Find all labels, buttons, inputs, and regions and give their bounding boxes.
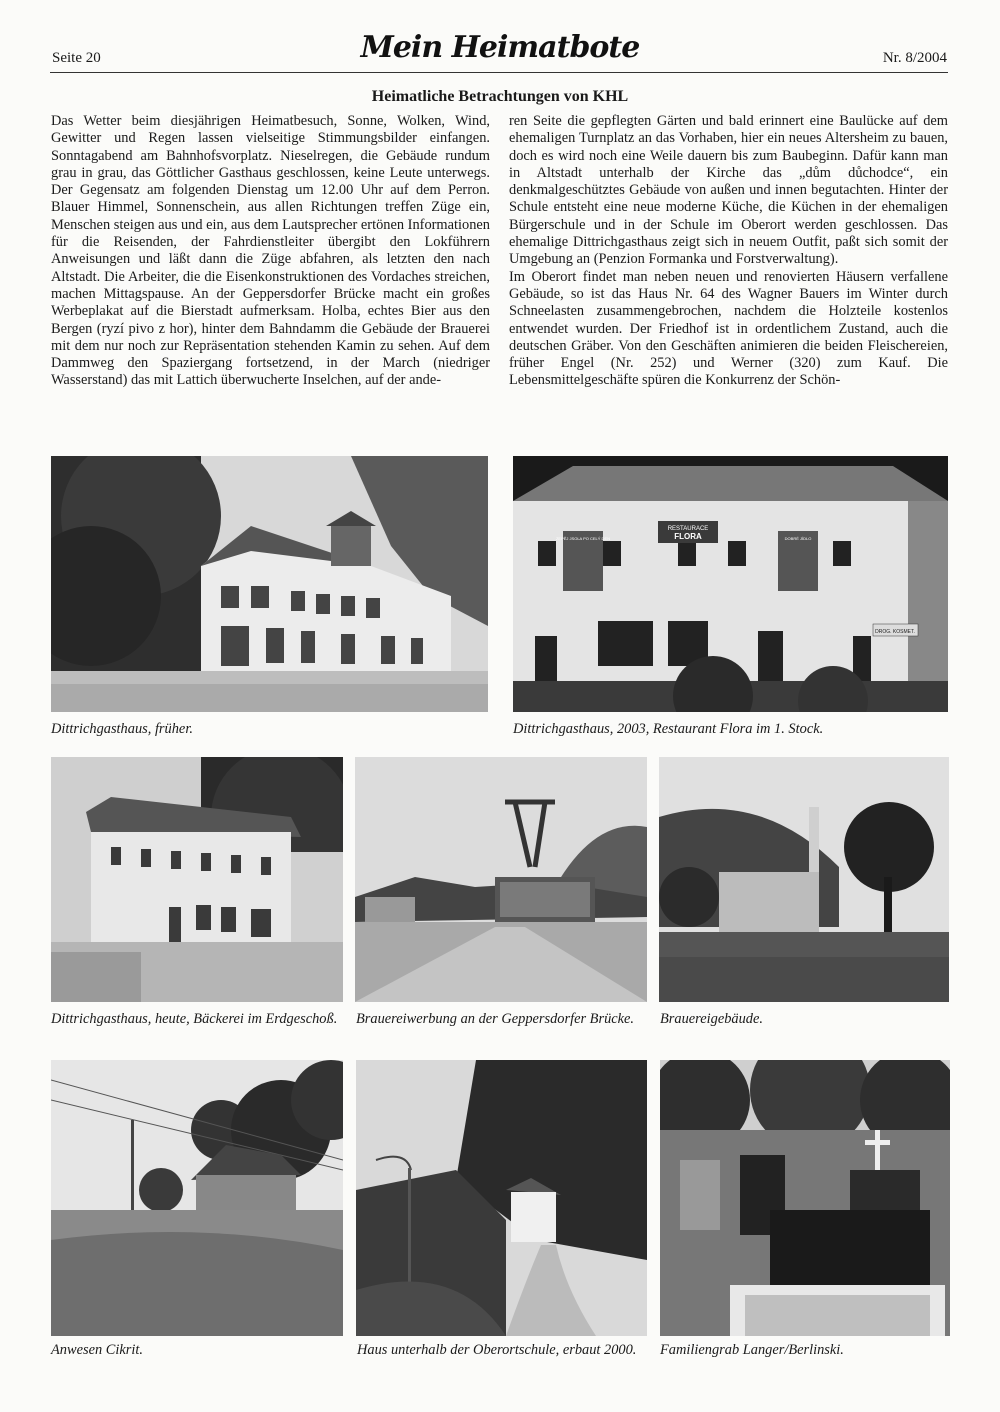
photo-image bbox=[355, 757, 647, 1002]
photo-image bbox=[660, 1060, 950, 1336]
photo-image bbox=[356, 1060, 647, 1336]
issue-number: Nr. 8/2004 bbox=[882, 50, 947, 66]
photo-image bbox=[51, 757, 343, 1002]
photo-caption: Anwesen Cikrit. bbox=[51, 1342, 143, 1358]
page-number: Seite 20 bbox=[52, 50, 101, 66]
sign-text: FLORA bbox=[674, 532, 702, 541]
photo-dittrichgasthaus-heute bbox=[51, 757, 343, 1002]
article-paragraph: Das Wetter beim diesjährigen Heimatbesuch, Sonne, Wolken, Wind, Gewitter und Regen lassen vielseitige Stimmungsbilder einfangen. Sonntagabend am Bahnhofsvorplatz. Nieselregen, die Gebäude rundum grau in grau, das Göttlicher Gasthaus geschlossen, keine Leute unterwegs. Der Gegensatz am folgenden Dienstag um 12.00 Uhr auf dem Perron. Blauer Himmel, Sonnenschein, aus allen Richtungen treffen Züge ein, Menschen steigen aus und ein, aus dem Lautsprecher ertönen Informationen für die Reisenden, der Fahrdienstleiter übergibt den Lokführern Anweisungen und läßt dann die Züge abfahren, als letzten den nach Altstadt. Die Arbeiter, die die Eisenkonstruktionen des Vordaches streichen, machen Mittagspause. An der Geppersdorfer Brücke macht ein großes Werbeplakat auf die Bierstadt aufmerksam. Holba, echtes Bier aus den Bergen (ryzí pivo z hor), hinter dem Bahndamm die Gebäude der Brauerei mit dem nur noch zur Repräsentation stehenden Kamin zu sehen. Auf dem Dammweg den Spaziergang fortsetzend, in der March (niedriger Wasserstand) das mit Lattich überwucherte Inselchen, auf der ande- bbox=[51, 113, 490, 389]
photo-caption: Dittrichgasthaus, 2003, Restaurant Flora im 1. Stock. bbox=[513, 721, 824, 737]
header-rule bbox=[50, 72, 948, 73]
photo-caption: Familiengrab Langer/Berlinski. bbox=[660, 1342, 844, 1358]
photo-caption: Dittrichgasthaus, heute, Bäckerei im Erdgeschoß. bbox=[51, 1011, 338, 1027]
sign-text: ZEPĚJ JSOLA PO CELÝ DEN bbox=[555, 536, 611, 541]
article-title: Heimatliche Betrachtungen von KHL bbox=[371, 88, 629, 105]
photo-haus-oberortschule bbox=[356, 1060, 647, 1336]
photo-image bbox=[513, 456, 948, 712]
photo-brauereigebaeude bbox=[659, 757, 949, 1002]
masthead-title: Mein Heimatbote bbox=[360, 30, 640, 65]
photo-restaurant-flora bbox=[513, 456, 948, 712]
article-column-right bbox=[509, 113, 948, 390]
photo-brauereiwerbung bbox=[355, 757, 647, 1002]
photo-caption: Dittrichgasthaus, früher. bbox=[51, 721, 193, 737]
photo-anwesen-cikrit bbox=[51, 1060, 343, 1336]
photo-caption: Haus unterhalb der Oberortschule, erbaut 2000. bbox=[357, 1342, 637, 1358]
article-column-left bbox=[51, 113, 490, 390]
photo-caption: Brauereigebäude. bbox=[660, 1011, 763, 1027]
photo-image bbox=[51, 1060, 343, 1336]
article-paragraph: ren Seite die gepflegten Gärten und bald erinnert eine Baulücke auf dem ehemaligen Turnplatz an das Vorhaben, hier ein neues Altersheim zu bauen, doch es wird noch eine Weile dauern bis zum Baubeginn. Dafür kann man in Altstadt unterhalb der Kirche das „dům důchodce“, ein denkmalgeschütztes Gebäude von außen und innen begutachten. Hinter der Schule entsteht eine neue moderne Küche, die Küchen in der ehemaligen Bürgerschule und in der Schule im Oberort werden geschlossen. Das ehemalige Dittrichgasthaus zeigt sich in neuem Outfit, paßt sich somit der Umgebung an (Penzion Formanka und Forstverwaltung). bbox=[509, 113, 948, 268]
photo-caption: Brauereiwerbung an der Geppersdorfer Brücke. bbox=[356, 1011, 635, 1027]
sign-text: RESTAURACE bbox=[667, 526, 709, 532]
photo-familiengrab bbox=[660, 1060, 950, 1336]
article-paragraph: Im Oberort findet man neben neuen und renovierten Häusern verfallene Gebäude, so ist das Haus Nr. 64 des Wagner Bauers im Winter durch Schneelasten zusammengebrochen, nachdem die Holzteile kostenlos entwendet wurden. Der Friedhof ist in ordentlichem Zustand, auch die deutschen Gräber. Von den Geschäften animieren die beiden Fleischereien, früher Engel (Nr. 252) und Werner (320) zum Kauf. Die Lebensmittelgeschäfte spüren die Konkurrenz der Schön- bbox=[509, 268, 948, 389]
sign-text: DOBRÉ JÍDLO bbox=[784, 536, 812, 541]
sign-text: DROG. KOSMET. bbox=[875, 629, 915, 635]
photo-image bbox=[659, 757, 949, 1002]
photo-dittrichgasthaus-frueher bbox=[51, 456, 488, 712]
photo-image bbox=[51, 456, 488, 712]
